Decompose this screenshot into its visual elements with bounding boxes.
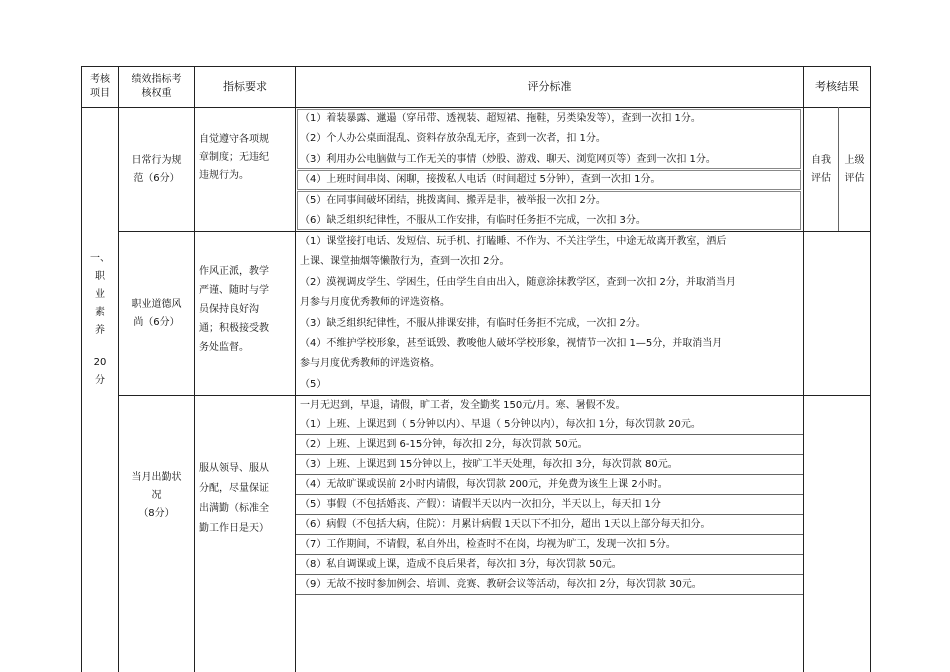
sup-eval-a: 上级 xyxy=(844,154,865,166)
row1-line-1: （1）着装暴露、邋遢（穿吊带、透视装、超短裙、拖鞋，另类染发等），查到一次扣 1分。 xyxy=(300,113,701,124)
row3-line-3: （2）上班、上课迟到 6-15分钟，每次扣 2分，每次罚款 50元。 xyxy=(300,439,588,450)
row3-req-c: 出满勤（标准全 xyxy=(199,503,269,514)
row2-name-b: 尚（6分） xyxy=(133,316,180,328)
row1-name-a: 日常行为规 xyxy=(131,154,182,166)
row3-line-2: （1）上班、上课迟到（ 5分钟以内）、早退（ 5分钟以内），每次扣 1分，每次罚款 20元。 xyxy=(300,419,701,430)
row2-req-e: 务处监督。 xyxy=(199,342,249,353)
row2-line-4: 月参与月度优秀教师的评选资格。 xyxy=(300,297,450,308)
row3-name xyxy=(119,396,194,596)
row3-name-a: 当月出勤状 xyxy=(131,472,182,483)
row3-line-6: （5）事假（不包括婚丧、产假）：请假半天以内一次扣分，半天以上，每天扣 1分 xyxy=(300,499,661,510)
row2-line-3: （2）漠视调皮学生、学困生，任由学生自由出入，随意涂抹教学区，查到一次扣 2分，并取消当月 xyxy=(300,277,736,288)
row3-sep-4 xyxy=(296,494,803,495)
row2-name-a: 职业道德风 xyxy=(131,298,182,310)
grid-row1-bottom xyxy=(118,231,870,232)
row2-req-c: 员保持良好沟 xyxy=(199,304,259,315)
row1-req-b: 章制度；无违纪 xyxy=(199,152,269,163)
category-l2: 职 xyxy=(95,271,105,282)
grid-right xyxy=(870,66,871,672)
row2-req-d: 通；积极接受教 xyxy=(199,323,269,334)
category-l4: 素 xyxy=(95,307,105,318)
category-l6: 20 xyxy=(93,357,107,368)
row1-req-a: 自觉遵守各项规 xyxy=(199,134,269,145)
row3-sep-7 xyxy=(296,554,803,555)
row2-line-5: （3）缺乏组织纪律性，不服从排课安排，有临时任务拒不完成，一次扣 2分。 xyxy=(300,318,646,329)
row2-req-a: 作风正派，教学 xyxy=(199,266,269,277)
header-col3: 指标要求 xyxy=(223,80,267,93)
row2-line-2: 上课、课堂抽烟等懒散行为，查到一次扣 2分。 xyxy=(300,256,510,267)
row1-line-6: （6）缺乏组织纪律性，不服从工作安排，有临时任务拒不完成，一次扣 3分。 xyxy=(300,215,646,226)
category-l3: 业 xyxy=(95,289,105,300)
row1-line-5: （5）在同事间破坏团结，挑拨离间、搬弄是非，被举报一次扣 2分。 xyxy=(300,195,606,206)
category-label xyxy=(82,230,118,410)
row3-sep-8 xyxy=(296,574,803,575)
row3-sep-2 xyxy=(296,454,803,455)
header-col2 xyxy=(119,67,194,107)
row2-line-6: （4）不维护学校形象，甚至诋毁、教唆他人破坏学校形象，视情节一次扣 1—5分，并取消当月 xyxy=(300,338,723,349)
row1-line-4: （4）上班时间串岗、闲聊，接拨私人电话（时间超过 5分钟），查到一次扣 1分。 xyxy=(300,174,661,185)
row2-name xyxy=(119,232,194,395)
grid-v2 xyxy=(194,66,195,672)
row3-line-4: （3）上班、上课迟到 15分钟以上，按旷工半天处理，每次扣 3分，每次罚款 80元。 xyxy=(300,459,678,470)
grid-v3 xyxy=(295,66,296,672)
row2-line-1: （1）课堂接打电话、发短信、玩手机、打瞌睡、不作为、不关注学生，中途无故离开教室，酒后 xyxy=(300,236,727,247)
header-col4: 评分标准 xyxy=(527,80,572,93)
grid-row2-bottom xyxy=(118,395,870,396)
row1-name-b: 范（6分） xyxy=(133,172,180,184)
row3-sep-5 xyxy=(296,514,803,515)
self-eval-a: 自我 xyxy=(811,154,831,166)
row3-sep-6 xyxy=(296,534,803,535)
header-col2-a: 绩效指标考 xyxy=(131,74,182,85)
row3-req-b: 分配，尽量保证 xyxy=(199,483,269,494)
header-col1 xyxy=(82,67,118,107)
row3-requirement xyxy=(199,459,293,539)
row3-req-d: 勤工作日是天） xyxy=(199,523,269,534)
row3-name-c: （8分） xyxy=(138,508,175,519)
self-eval-b: 评估 xyxy=(811,172,831,184)
row1-req-c: 违规行为。 xyxy=(199,170,249,181)
row3-sep-9 xyxy=(296,594,803,595)
row2-req-b: 严谨、随时与学 xyxy=(199,285,269,296)
grid-header-bottom xyxy=(81,107,870,108)
row2-line-8: （5） xyxy=(300,379,327,390)
row2-requirement xyxy=(199,262,293,357)
row1-line-2: （2）个人办公桌面混乱、资料存放杂乱无序，查到一次者，扣 1分。 xyxy=(300,133,606,144)
header-col1-a: 考核 xyxy=(90,74,110,85)
row3-line-1: 一月无迟到，早退，请假，旷工者，发全勤奖 150元/月。寒、暑假不发。 xyxy=(300,400,626,411)
row3-line-8: （7）工作期间，不请假，私自外出，检查时不在岗，均视为旷工，发现一次扣 5分。 xyxy=(300,539,676,550)
row3-line-10: （9）无故不按时参加例会、培训、竞赛、教研会议等活动，每次扣 2分，每次罚款 30元。 xyxy=(300,579,702,590)
category-l5: 养 xyxy=(95,325,105,336)
row3-name-b: 况 xyxy=(151,490,162,501)
category-l7: 分 xyxy=(95,375,105,386)
row3-line-5: （4）无故旷课或误前 2小时内请假，每次罚款 200元，并免费为该生上课 2小时。 xyxy=(300,479,668,490)
header-col2-b: 核权重 xyxy=(141,88,172,99)
header-col1-b: 项目 xyxy=(90,88,110,99)
header-col5: 考核结果 xyxy=(815,80,859,93)
category-l1: 一、 xyxy=(90,253,110,264)
row1-sup-eval xyxy=(839,108,870,231)
row1-name xyxy=(119,108,194,231)
row3-line-9: （8）私自调课或上课，造成不良后果者，每次扣 3分，每次罚款 50元。 xyxy=(300,559,622,570)
row3-sep-3 xyxy=(296,474,803,475)
row3-line-7: （6）病假（不包括大病，住院）：月累计病假 1天以下不扣分，超出 1天以上部分每天扣分。 xyxy=(300,519,711,530)
row1-self-eval xyxy=(804,108,838,231)
row1-line-3: （3）利用办公电脑做与工作无关的事情（炒股、游戏、聊天、浏览网页等）查到一次扣 1分。 xyxy=(300,154,716,165)
row3-sep-1 xyxy=(296,434,803,435)
row2-line-7: 参与月度优秀教师的评选资格。 xyxy=(300,358,440,369)
sup-eval-b: 评估 xyxy=(844,172,865,184)
row3-req-a: 服从领导、服从 xyxy=(199,463,269,474)
row1-requirement xyxy=(199,131,293,185)
